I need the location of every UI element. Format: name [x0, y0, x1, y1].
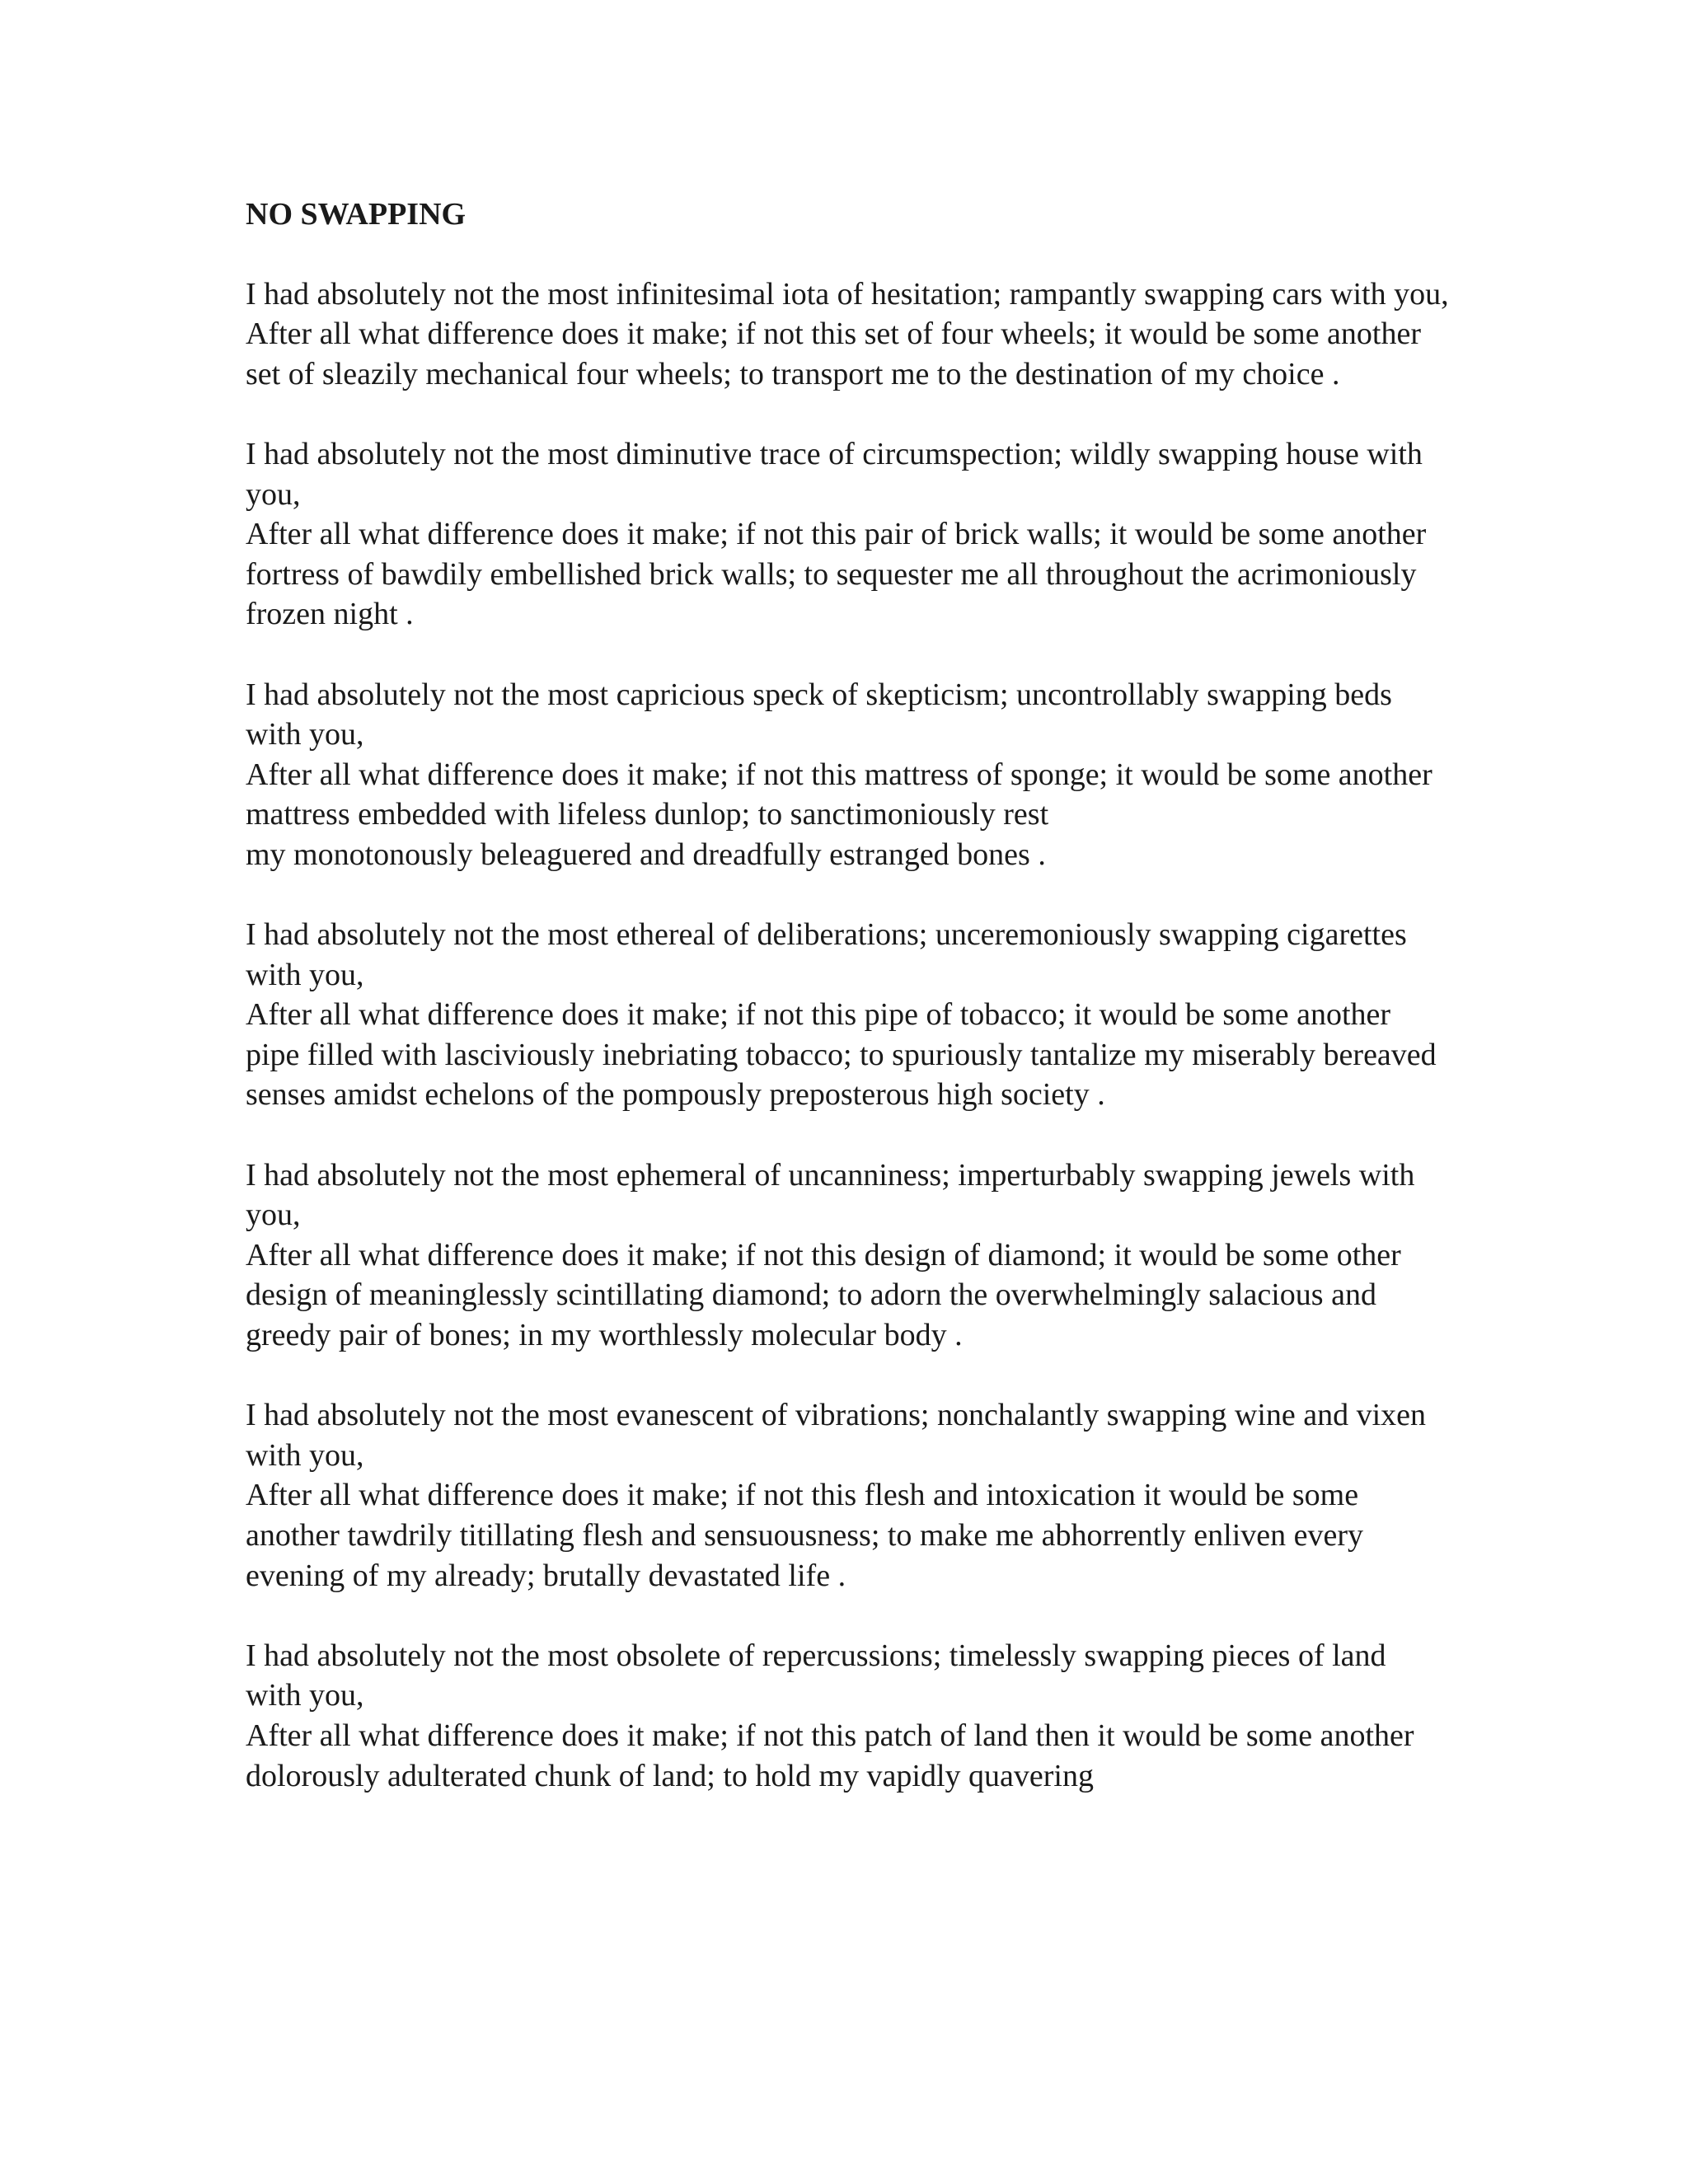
stanza-line: I had absolutely not the most infinitesimal iota of hesitation; rampantly swapping cars with you,: [246, 276, 1449, 312]
stanza-line: After all what difference does it make; if not this mattress of sponge; it would be some another mattress embedded with lifeless dunlop; to sanctimoniously rest: [246, 757, 1432, 832]
stanza-line: I had absolutely not the most capricious speck of skepticism; uncontrollably swapping beds with you,: [246, 677, 1392, 752]
stanza-line: I had absolutely not the most ethereal of deliberations; unceremoniously swapping cigarettes with you,: [246, 917, 1407, 992]
stanza-1: [246, 274, 1449, 395]
stanza-5: [246, 1155, 1449, 1356]
stanza-6: [246, 1395, 1449, 1596]
stanza-line: I had absolutely not the most evanescent of vibrations; nonchalantly swapping wine and vixen with you,: [246, 1398, 1427, 1473]
stanza-7: [246, 1636, 1449, 1796]
stanza-line: After all what difference does it make; if not this pair of brick walls; it would be some another fortress of bawdily embellished brick walls; to sequester me all throughout the acrimoniously frozen night .: [246, 517, 1427, 632]
stanza-line: I had absolutely not the most ephemeral of uncanniness; imperturbably swapping jewels with you,: [246, 1157, 1415, 1233]
stanza-line: After all what difference does it make; if not this patch of land then it would be some another dolorously adulterated chunk of land; to hold my vapidly quavering: [246, 1718, 1414, 1793]
stanza-3: [246, 675, 1449, 875]
stanza-line: I had absolutely not the most diminutive trace of circumspection; wildly swapping house with you,: [246, 436, 1423, 512]
stanza-line: my monotonously beleaguered and dreadfully estranged bones .: [246, 837, 1046, 872]
stanza-2: [246, 434, 1449, 635]
stanza-line: After all what difference does it make; if not this set of four wheels; it would be some another set of sleazily mechanical four wheels; to transport me to the destination of my choice .: [246, 316, 1422, 391]
stanza-line: I had absolutely not the most obsolete of repercussions; timelessly swapping pieces of land with you,: [246, 1638, 1386, 1713]
stanza-line: After all what difference does it make; if not this pipe of tobacco; it would be some another pipe filled with lasciviously inebriating tobacco; to spuriously tantalize my miserably bereaved senses amidst echelons of the pompously preposterous high society .: [246, 997, 1437, 1113]
stanza-line: After all what difference does it make; if not this design of diamond; it would be some other design of meaninglessly scintillating diamond; to adorn the overwhelmingly salacious and greedy pair of bones; in my worthlessly molecular body .: [246, 1237, 1401, 1353]
stanza-line: After all what difference does it make; if not this flesh and intoxication it would be some another tawdrily titillating flesh and sensuousness; to make me abhorrently enliven every evening of my already; brutally devastated life .: [246, 1478, 1364, 1593]
poem-title: NO SWAPPING: [246, 197, 467, 232]
document-page: [246, 194, 1449, 1836]
stanza-4: [246, 915, 1449, 1115]
